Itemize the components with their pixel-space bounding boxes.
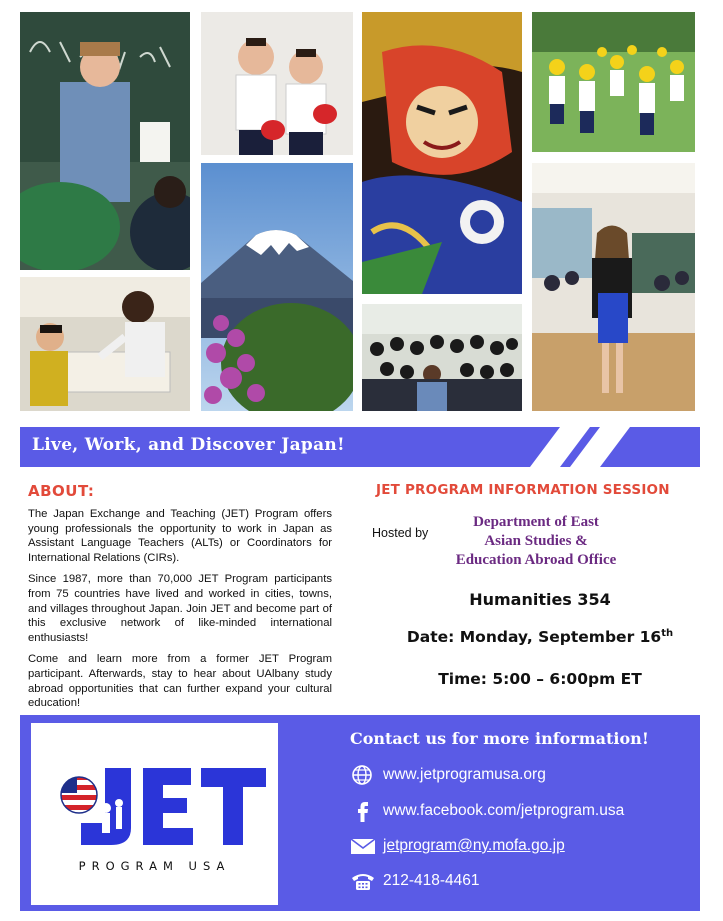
hosted-by-label: Hosted by bbox=[372, 526, 429, 540]
photo-student-and-teacher-desk bbox=[20, 277, 190, 411]
facebook-icon bbox=[350, 799, 376, 823]
facebook-link[interactable]: www.facebook.com/jetprogram.usa bbox=[383, 802, 625, 819]
about-paragraph: Since 1987, more than 70,000 JET Program participants from 75 countries have lived and worked in cities, towns, and villages throughout Japan. Join JET and become part of this exclusive network of like-minded international enthusiasts! bbox=[28, 573, 332, 644]
email-link[interactable]: jetprogram@ny.mofa.go.jp bbox=[383, 837, 565, 854]
phone-icon bbox=[350, 869, 376, 893]
photo-school-children-walking bbox=[532, 12, 695, 152]
banner-title: Live, Work, and Discover Japan! bbox=[32, 435, 345, 455]
host-line: Department of East bbox=[473, 514, 599, 530]
about-paragraph: The Japan Exchange and Teaching (JET) Program offers young professionals the opportunity to work in Japan as Assistant Language Teachers (ALTs) or Coordinators for International Relations (CIRs). bbox=[28, 508, 332, 564]
photo-class-group bbox=[362, 304, 522, 411]
photo-teacher-classroom bbox=[532, 163, 695, 411]
about-body bbox=[28, 507, 332, 718]
phone-number[interactable]: 212-418-4461 bbox=[383, 872, 480, 889]
photo-classroom-teacher bbox=[20, 12, 190, 270]
photo-nebuta-festival bbox=[362, 12, 522, 294]
session-date bbox=[372, 628, 708, 646]
about-paragraph: Come and learn more from a former JET Program participant. Afterwards, stay to hear about UAlbany study abroad opportunities that can further expand your cultural education! bbox=[28, 653, 332, 710]
jet-logo bbox=[31, 723, 278, 905]
host-line: Education Abroad Office bbox=[455, 552, 617, 568]
contact-panel bbox=[20, 715, 700, 911]
date-text: Date: Monday, September 16 bbox=[406, 628, 662, 647]
date-ordinal: th bbox=[661, 628, 674, 639]
website-link[interactable]: www.jetprogramusa.org bbox=[383, 766, 546, 783]
headline-banner bbox=[20, 427, 700, 467]
host-line: Asian Studies & bbox=[484, 533, 588, 549]
globe-icon bbox=[350, 763, 376, 787]
jet-logo-mark bbox=[31, 723, 278, 853]
about-heading: ABOUT: bbox=[28, 482, 95, 500]
host-organization bbox=[448, 513, 624, 570]
envelope-icon bbox=[348, 834, 378, 858]
contact-heading: Contact us for more information! bbox=[350, 729, 649, 748]
session-heading: JET PROGRAM INFORMATION SESSION bbox=[376, 482, 670, 498]
logo-subtitle: PROGRAM USA bbox=[78, 859, 231, 873]
banner-stripes bbox=[530, 427, 700, 467]
photo-mount-fuji bbox=[201, 163, 353, 411]
venue: Humanities 354 bbox=[469, 590, 611, 609]
photo-smiling-children bbox=[201, 12, 353, 155]
session-time: Time: 5:00 – 6:00pm ET bbox=[438, 670, 642, 688]
